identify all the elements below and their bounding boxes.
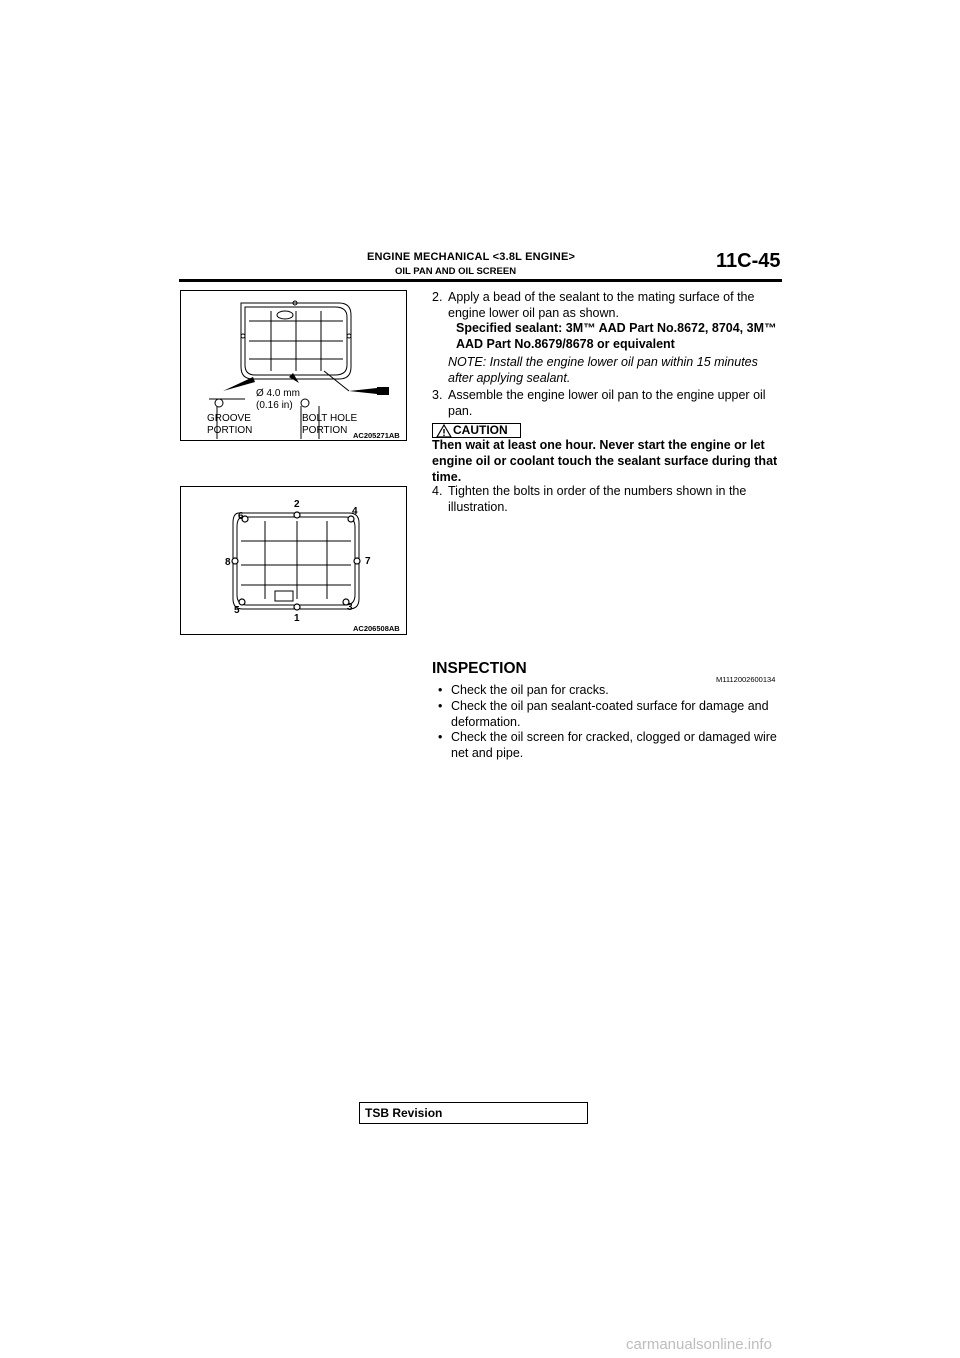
caution-box [432,423,521,438]
sealant-spec: Specified sealant: 3M™ AAD Part No.8672, 8704, 3M™ AAD Part No.8679/8678 or equivalent [456,321,777,351]
bolt-number: 6 [238,511,244,522]
bullet-mark: • [438,683,443,697]
inspection-heading: INSPECTION [432,660,527,677]
bullet-mark: • [438,730,443,744]
list-item-text: Check the oil pan for cracks. [451,683,609,697]
caution-text: Then wait at least one hour. Never start the engine or let engine oil or coolant touch the sealant surface during that time. [432,438,778,484]
diameter-label: Ø 4.0 mm (0.16 in) [256,388,300,411]
install-note: NOTE: Install the engine lower oil pan within 15 minutes after applying sealant. [448,355,758,385]
list-item [432,682,782,698]
list-item [432,698,782,730]
section-title: ENGINE MECHANICAL <3.8L ENGINE> [367,251,576,263]
step-text: Apply a bead of the sealant to the mating surface of the engine lower oil pan as shown. [448,290,755,320]
figure-id: AC206508AB [353,624,400,633]
bolt-number: 4 [352,506,358,517]
figure-id: AC205271AB [353,431,400,440]
section-subtitle: OIL PAN AND OIL SCREEN [395,266,517,277]
page-code: 11C-45 [716,250,781,272]
bullet-mark: • [438,699,443,713]
bolt-number: 8 [225,557,231,568]
bolt-tightening-order-figure [180,486,407,635]
step-4 [432,483,782,515]
step-text: Assemble the engine lower oil pan to the engine upper oil pan. [448,388,766,418]
caution-label: CAUTION [453,423,508,437]
bolt-number: 1 [294,613,300,624]
step-2 [432,289,782,321]
step-text: Tighten the bolts in order of the numbers shown in the illustration. [448,484,747,514]
bolt-number: 2 [294,499,300,510]
bolt-hole-portion-label: BOLT HOLE PORTION [302,413,358,436]
bolt-number: 5 [234,605,240,616]
bolt-number: 7 [365,556,371,567]
watermark: carmanualsonline.info [626,1336,772,1353]
list-item-text: Check the oil screen for cracked, clogged or damaged wire net and pipe. [451,730,777,760]
step-number: 4. [432,484,443,498]
tsb-revision-label: TSB Revision [365,1106,443,1120]
sealant-application-figure [180,290,407,441]
step-number: 2. [432,290,443,304]
warning-triangle-icon [436,424,452,438]
step-number: 3. [432,388,443,402]
list-item-text: Check the oil pan sealant-coated surface for damage and deformation. [451,699,769,729]
bolt-number: 3 [347,602,353,613]
inspection-code: M1112002600134 [716,675,776,684]
tsb-revision-box [359,1102,588,1124]
step-3 [432,387,782,419]
groove-portion-label: GROOVE PORTION [207,413,253,436]
header-rule [179,279,782,282]
list-item [432,729,782,761]
